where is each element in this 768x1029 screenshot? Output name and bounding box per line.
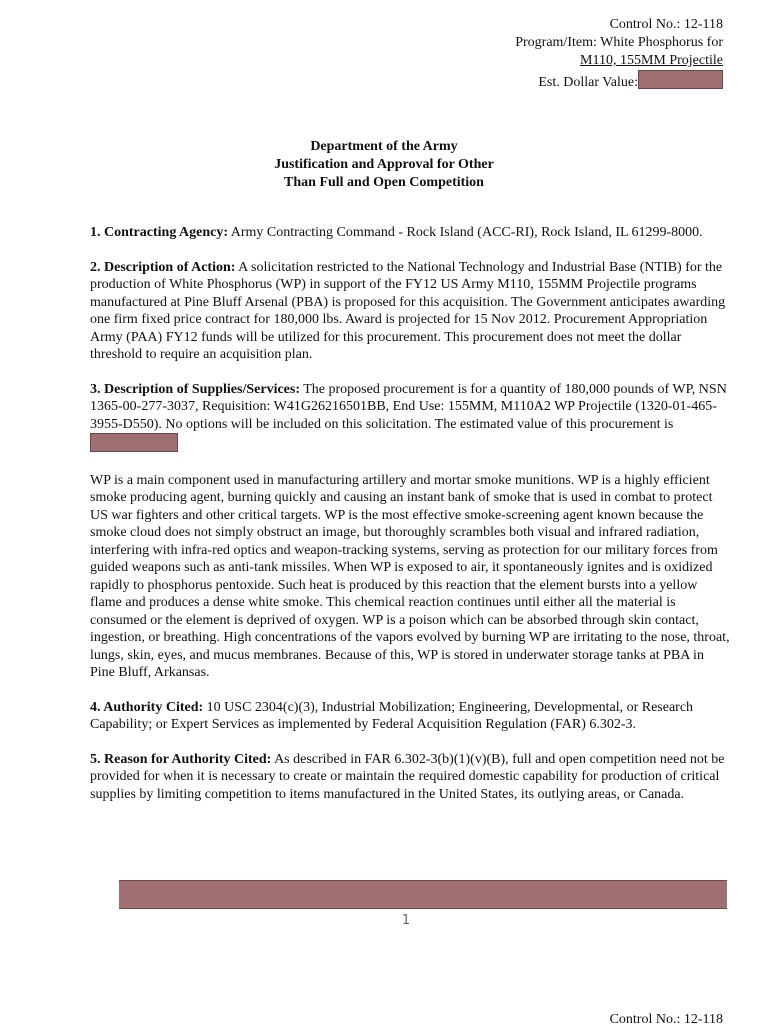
page-number: 1 [401, 913, 411, 928]
section-text: 10 USC 2304(c)(3), Industrial Mobilization; Engineering, Developmental, or Research Capability; or Expert Services as implemented by Federal Acquisition Regulation (FAR) 6.302-3. [90, 699, 694, 732]
section-heading: 3. Description of Supplies/Services: [90, 381, 300, 397]
footer-control-number: Control No.: 12-118 [609, 1012, 723, 1027]
title-line2: Justification and Approval for Other [274, 157, 494, 172]
redacted-estimated-value [90, 433, 178, 452]
document-title [0, 138, 768, 192]
section-description-of-action [90, 259, 730, 364]
section-text: A solicitation restricted to the National Technology and Industrial Base (NTIB) for the production of White Phosphorus (WP) in support of the FY12 US Army M110, 155MM Projectile programs manufactured at Pine Bluff Arsenal (PBA) is proposed for this acquisition. The Government anticipates awarding one firm fixed price contract for 180,000 lbs. Award is projected for 15 Nov 2012. Procurement Appropriation Army (PAA) FY12 funds will be utilized for this procurement. This procurement does not meet the dollar threshold to require an acquisition plan. [90, 259, 726, 362]
section-heading: 4. Authority Cited: [90, 699, 204, 715]
section-heading: 2. Description of Action: [90, 259, 236, 275]
section-heading: 5. Reason for Authority Cited: [90, 751, 272, 767]
document-header [515, 16, 723, 92]
dollar-value-row [515, 70, 723, 92]
section-text: Army Contracting Command - Rock Island (ACC-RI), Rock Island, IL 61299-8000. [228, 225, 703, 240]
control-number: Control No.: 12-118 [609, 17, 723, 32]
title-line3: Than Full and Open Competition [284, 175, 484, 190]
section-reason-for-authority [90, 751, 730, 804]
document-body [90, 224, 730, 820]
redacted-dollar-value [638, 70, 723, 89]
section-text: As described in FAR 6.302-3(b)(1)(v)(B), full and open competition need not be provided for when it is necessary to create or maintain the required domestic capability for production of critical supplies by limiting competition to items manufactured in the United States, its outlying areas, or Canada. [90, 751, 725, 802]
section-text: The proposed procurement is for a quantity of 180,000 pounds of WP, NSN 1365-00-277-3037, Requisition: W41G26216501BB, End Use: 155MM, M110A2 WP Projectile (1320-01-465-3955-D550). No options will be included on this solicitation. The estimated value of this procurement is [90, 381, 727, 432]
program-item-line2: M110, 155MM Projectile [580, 53, 723, 68]
dollar-value-label: Est. Dollar Value: [538, 75, 638, 90]
title-line1: Department of the Army [310, 139, 458, 154]
paragraph-white-phosphorus: WP is a main component used in manufacturing artillery and mortar smoke munitions. WP is a highly efficient smoke producing agent, burning quickly and causing an instant bank of smoke that is used in combat to protect US war fighters and other critical targets. WP is the most effective smoke-screening agent known because the smoke cloud does not simply obstruct an image, but thoroughly scrambles both visual and infrared radiation, interfering with infra-red optics and weapon-tracking systems, serving as protection for our military forces from guided weapons such as anti-tank missiles. When WP is exposed to air, it spontaneously ignites and is oxidized rapidly to phosphorus pentoxide. Such heat is produced by this reaction that the element bursts into a yellow flame and produces a dense white smoke. This chemical reaction continues until either all the material is consumed or the element is deprived of oxygen. WP is a poison which can be absorbed through skin contact, ingestion, or breathing. High concentrations of the vapors evolved by burning WP are irritating to the nose, throat, lungs, skin, eyes, and mucus membranes. Because of this, WP is stored in underwater storage tanks at PBA in Pine Bluff, Arkansas. [90, 472, 730, 680]
redaction-bar [119, 880, 727, 909]
section-contracting-agency [90, 224, 730, 242]
section-authority-cited [90, 699, 730, 734]
program-item-line1: Program/Item: White Phosphorus for [515, 35, 723, 50]
section-heading: 1. Contracting Agency: [90, 225, 229, 240]
section-description-of-supplies [90, 381, 730, 455]
